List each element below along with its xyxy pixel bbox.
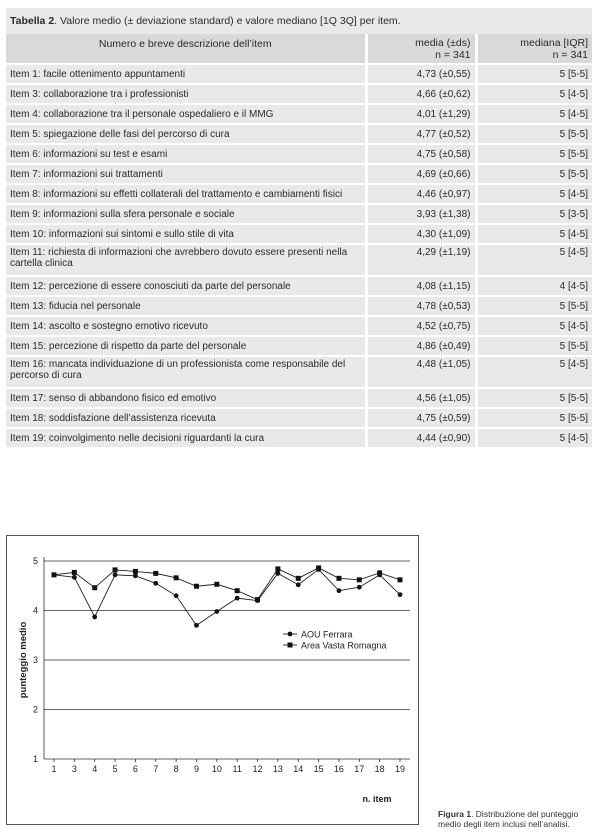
data-point-square [133, 569, 138, 574]
x-tick-label: 8 [173, 764, 179, 774]
y-tick-label: 5 [32, 556, 38, 566]
data-point-circle [296, 582, 301, 587]
cell-media: 4,86 (±0,49) [366, 336, 476, 356]
data-point-square [52, 572, 57, 577]
data-point-square [296, 576, 301, 581]
cell-media: 4,75 (±0,58) [366, 144, 476, 164]
table-row [6, 336, 592, 356]
cell-item-description: Item 7: informazioni sui trattamenti [6, 164, 366, 184]
table-caption-text: . Valore medio (± deviazione standard) e valore mediano [1Q 3Q] per item. [54, 15, 401, 27]
table-row [6, 388, 592, 408]
data-point-square [316, 565, 321, 570]
data-point-circle [337, 588, 342, 593]
table-row [6, 204, 592, 224]
data-point-circle [214, 609, 219, 614]
data-point-square [255, 597, 260, 602]
cell-media: 4,08 (±1,15) [366, 276, 476, 296]
figure-caption-label: Figura 1 [438, 809, 472, 819]
table-row [6, 316, 592, 336]
cell-mediana: 5 [5-5] [476, 164, 592, 184]
data-point-square [357, 577, 362, 582]
cell-item-description: Item 12: percezione di essere conosciuti da parte del personale [6, 276, 366, 296]
cell-mediana: 5 [4-5] [476, 356, 592, 388]
data-point-square [275, 566, 280, 571]
data-point-circle [72, 575, 77, 580]
cell-item-description: Item 6: informazioni su test e esami [6, 144, 366, 164]
y-tick-label: 2 [32, 704, 38, 715]
data-point-circle [194, 623, 199, 628]
cell-item-description: Item 4: collaborazione tra il personale ospedaliero e il MMG [6, 104, 366, 124]
cell-item-description: Item 16: mancata individuazione di un professionista come responsabile del percorso di cura [6, 356, 366, 388]
x-tick-label: 16 [333, 764, 344, 774]
cell-mediana: 5 [5-5] [476, 408, 592, 428]
data-point-circle [235, 596, 240, 601]
cell-mediana: 4 [4-5] [476, 276, 592, 296]
header-item [6, 34, 366, 64]
figure-caption-text: . Distribuzione del punteggio medio degli item inclusi nell’analisi. [438, 809, 579, 829]
x-tick-label: 5 [112, 764, 118, 774]
data-point-square [194, 584, 199, 589]
data-point-square [398, 577, 403, 582]
cell-mediana: 5 [5-5] [476, 388, 592, 408]
table-row [6, 84, 592, 104]
data-point-circle [357, 585, 362, 590]
cell-mediana: 5 [4-5] [476, 224, 592, 244]
data-point-circle [153, 581, 158, 586]
table-row [6, 408, 592, 428]
data-point-square [235, 588, 240, 593]
cell-mediana: 5 [4-5] [476, 84, 592, 104]
cell-media: 3,93 (±1,38) [366, 204, 476, 224]
x-tick-label: 9 [193, 764, 199, 774]
x-tick-label: 1 [51, 764, 57, 774]
header-media [366, 34, 476, 64]
data-point-square [336, 576, 341, 581]
cell-media: 4,52 (±0,75) [366, 316, 476, 336]
cell-media: 4,69 (±0,66) [366, 164, 476, 184]
table-header-row [6, 34, 592, 64]
data-point-square [174, 575, 179, 580]
cell-mediana: 5 [4-5] [476, 104, 592, 124]
cell-item-description: Item 13: fiducia nel personale [6, 296, 366, 316]
cell-item-description: Item 3: collaborazione tra i professionisti [6, 84, 366, 104]
y-tick-label: 3 [32, 655, 38, 665]
cell-media: 4,48 (±1,05) [366, 356, 476, 388]
data-point-circle [133, 573, 138, 578]
cell-media: 4,44 (±0,90) [366, 428, 476, 447]
x-tick-label: 19 [394, 764, 406, 774]
cell-mediana: 5 [5-5] [476, 64, 592, 84]
legend-label: Area Vasta Romagna [301, 640, 387, 651]
x-tick-label: 15 [313, 764, 324, 774]
header-mediana [476, 34, 592, 64]
cell-item-description: Item 18: soddisfazione dell’assistenza ricevuta [6, 408, 366, 428]
cell-item-description: Item 10: informazioni sui sintomi e sullo stile di vita [6, 224, 366, 244]
table-body [6, 64, 592, 447]
y-tick-label: 1 [32, 754, 38, 764]
cell-media: 4,46 (±0,97) [366, 184, 476, 204]
x-tick-label: 10 [211, 764, 222, 774]
table-row [6, 356, 592, 388]
table-row [6, 144, 592, 164]
cell-item-description: Item 1: facile ottenimento appuntamenti [6, 64, 366, 84]
data-point-circle [398, 592, 403, 597]
table-row [6, 64, 592, 84]
cell-item-description: Item 19: coinvolgimento nelle decisioni riguardanti la cura [6, 428, 366, 447]
cell-item-description: Item 8: informazioni su effetti collaterali del trattamento e cambiamenti fisici [6, 184, 366, 204]
figure-caption [438, 809, 598, 829]
cell-mediana: 5 [4-5] [476, 428, 592, 447]
cell-mediana: 5 [4-5] [476, 244, 592, 276]
cell-media: 4,29 (±1,19) [366, 244, 476, 276]
header-media-label: media (±ds) [415, 37, 471, 49]
data-point-circle [174, 593, 179, 598]
line-chart [7, 536, 418, 824]
table-row [6, 104, 592, 124]
table-row [6, 224, 592, 244]
x-tick-label: 3 [71, 764, 77, 774]
x-tick-label: 14 [293, 764, 304, 774]
data-point-square [72, 570, 77, 575]
cell-media: 4,56 (±1,05) [366, 388, 476, 408]
table-row [6, 124, 592, 144]
cell-media: 4,75 (±0,59) [366, 408, 476, 428]
cell-item-description: Item 11: richiesta di informazioni che avrebbero dovuto essere presenti nella cartella clinica [6, 244, 366, 276]
data-point-square [153, 571, 158, 576]
table-caption [6, 8, 592, 34]
data-point-square [214, 582, 219, 587]
data-point-square [92, 585, 97, 590]
header-media-n: n = 341 [435, 49, 471, 61]
cell-item-description: Item 14: ascolto e sostegno emotivo ricevuto [6, 316, 366, 336]
cell-mediana: 5 [5-5] [476, 144, 592, 164]
data-point-circle [113, 572, 118, 577]
data-point-square [113, 567, 118, 572]
table-row [6, 296, 592, 316]
x-tick-label: 13 [272, 764, 283, 774]
cell-media: 4,01 (±1,29) [366, 104, 476, 124]
cell-mediana: 5 [4-5] [476, 316, 592, 336]
cell-mediana: 5 [3-5] [476, 204, 592, 224]
data-point-circle [92, 615, 97, 620]
x-tick-label: 12 [252, 764, 263, 774]
cell-media: 4,77 (±0,52) [366, 124, 476, 144]
cell-mediana: 5 [5-5] [476, 124, 592, 144]
cell-mediana: 5 [5-5] [476, 336, 592, 356]
cell-mediana: 5 [5-5] [476, 296, 592, 316]
table-caption-label: Tabella 2 [10, 15, 55, 27]
x-tick-label: 18 [374, 764, 385, 774]
y-axis-title: punteggio medio [18, 621, 29, 699]
x-tick-label: 11 [232, 764, 242, 774]
header-mediana-n: n = 341 [552, 49, 588, 61]
cell-item-description: Item 9: informazioni sulla sfera personale e sociale [6, 204, 366, 224]
table-row [6, 184, 592, 204]
x-axis-title: n. item [362, 794, 392, 804]
legend-label: AOU Ferrara [301, 629, 353, 640]
cell-item-description: Item 17: senso di abbandono fisico ed emotivo [6, 388, 366, 408]
cell-mediana: 5 [4-5] [476, 184, 592, 204]
table-row [6, 276, 592, 296]
table-row [6, 164, 592, 184]
legend-marker-circle [288, 632, 293, 637]
figure-1 [6, 535, 419, 825]
data-point-square [377, 570, 382, 575]
cell-media: 4,73 (±0,55) [366, 64, 476, 84]
cell-media: 4,78 (±0,53) [366, 296, 476, 316]
table-row [6, 428, 592, 447]
cell-item-description: Item 15: percezione di rispetto da parte del personale [6, 336, 366, 356]
table-row [6, 244, 592, 276]
cell-media: 4,30 (±1,09) [366, 224, 476, 244]
data-table [6, 34, 592, 447]
x-tick-label: 4 [92, 764, 98, 774]
cell-item-description: Item 5: spiegazione delle fasi del percorso di cura [6, 124, 366, 144]
table-2 [6, 8, 592, 447]
x-tick-label: 7 [153, 764, 159, 774]
cell-media: 4,66 (±0,62) [366, 84, 476, 104]
legend-marker-square [288, 643, 293, 648]
header-item-label: Numero e breve descrizione dell’item [98, 38, 272, 50]
x-tick-label: 6 [132, 764, 138, 774]
x-tick-label: 17 [354, 764, 365, 774]
series-line [54, 568, 400, 600]
y-tick-label: 4 [32, 605, 38, 616]
header-mediana-label: mediana [IQR] [520, 37, 588, 49]
